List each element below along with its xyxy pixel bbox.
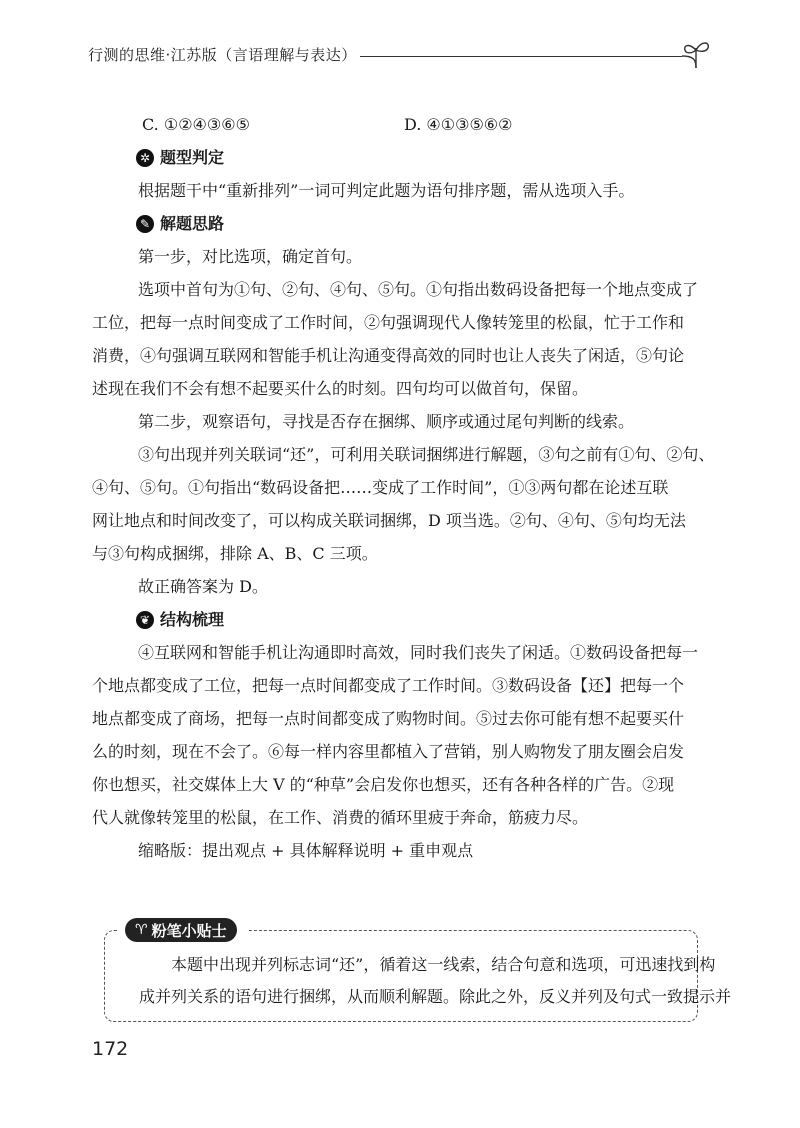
sprout-icon xyxy=(674,38,714,70)
section-approach-heading xyxy=(136,207,710,240)
answer-options xyxy=(138,108,710,141)
paragraph-line: 你也想买，社交媒体上大 V 的“种草”会启发你也想买，还有各种各样的广告。②现 xyxy=(92,775,675,794)
section-title: 结构梳理 xyxy=(160,610,225,629)
structure-icon: ❦ xyxy=(136,611,154,629)
paragraph-line: 述现在我们不会有想不起要买什么的时刻。四句均可以做首句，保留。 xyxy=(92,379,589,398)
paragraph-line: 代人就像转笼里的松鼠，在工作、消费的循环里疲于奔命，筋疲力尽。 xyxy=(92,808,589,827)
paragraph-line: 选项中首句为①句、②句、④句、⑤句。①句指出数码设备把每一个地点变成了 xyxy=(138,280,699,299)
paragraph-line: 个地点都变成了工位，把每一点时间都变成了工作时间。③数码设备【还】把每一个 xyxy=(92,676,685,695)
paragraph-line: 地点都变成了商场，把每一点时间都变成了购物时间。⑤过去你可能有想不起要买什 xyxy=(92,709,685,728)
tips-tab xyxy=(119,918,247,942)
paragraph-line: ④互联网和智能手机让沟通即时高效，同时我们丧失了闲适。①数码设备把每一 xyxy=(138,643,699,662)
summary-line: 缩略版：提出观点 + 具体解释说明 + 重申观点 xyxy=(138,841,474,860)
running-header xyxy=(88,38,714,78)
step-one: 第一步，对比选项，确定首句。 xyxy=(138,247,363,266)
sprout-icon: ♈ xyxy=(135,922,148,938)
paragraph-line: 消费，④句强调互联网和智能手机让沟通变得高效的同时也让人丧失了闲适，⑤句论 xyxy=(92,346,685,365)
step-two: 第二步，观察语句，寻找是否存在捆绑、顺序或通过尾句判断的线索。 xyxy=(138,412,635,431)
paragraph-line: 么的时刻，现在不会了。⑥每一样内容里都植入了营销，别人购物发了朋友圈会启发 xyxy=(92,742,685,761)
paragraph-line: 网让地点和时间改变了，可以构成关联词捆绑，D 项当选。②句、④句、⑤句均无法 xyxy=(92,511,686,530)
header-rule xyxy=(360,56,682,57)
paragraph-line: 工位，把每一点时间变成了工作时间，②句强调现代人像转笼里的松鼠，忙于工作和 xyxy=(92,313,685,332)
paragraph-line: 与③句构成捆绑，排除 A、B、C 三项。 xyxy=(92,544,378,563)
tips-box xyxy=(104,921,732,1022)
option-d: D. ④①③⑤⑥② xyxy=(404,115,513,134)
section-title: 题型判定 xyxy=(160,148,225,167)
gear-icon: ✲ xyxy=(136,149,154,167)
section-type-heading xyxy=(136,141,710,174)
conclusion: 故正确答案为 D。 xyxy=(138,577,268,596)
tool-icon: ✎ xyxy=(136,215,154,233)
section-structure-heading xyxy=(136,603,710,636)
main-content xyxy=(92,108,715,867)
tips-title: 粉笔小贴士 xyxy=(151,921,227,940)
paragraph-line: 根据题干中“重新排列”一词可判定此题为语句排序题，需从选项入手。 xyxy=(138,181,635,200)
option-c: C. ①②④③⑥⑤ xyxy=(142,115,250,134)
paragraph-line: ④句、⑤句。①句指出“数码设备把……变成了工作时间”，①③两句都在论述互联 xyxy=(92,478,669,497)
header-title: 行测的思维·江苏版（言语理解与表达） xyxy=(88,46,357,64)
page-number: 172 xyxy=(92,1038,129,1060)
tips-text xyxy=(139,949,732,1013)
tips-badge xyxy=(125,918,237,942)
tips-line: 本题中出现并列标志词“还”，循着这一线索，结合句意和选项，可迅速找到构 xyxy=(171,955,716,974)
tips-line: 成并列关系的语句进行捆绑，从而顺利解题。除此之外，反义并列及句式一致提示并 xyxy=(139,987,732,1006)
section-title: 解题思路 xyxy=(160,214,225,233)
paragraph-line: ③句出现并列关联词“还”，可利用关联词捆绑进行解题，③句之前有①句、②句、 xyxy=(138,445,715,464)
